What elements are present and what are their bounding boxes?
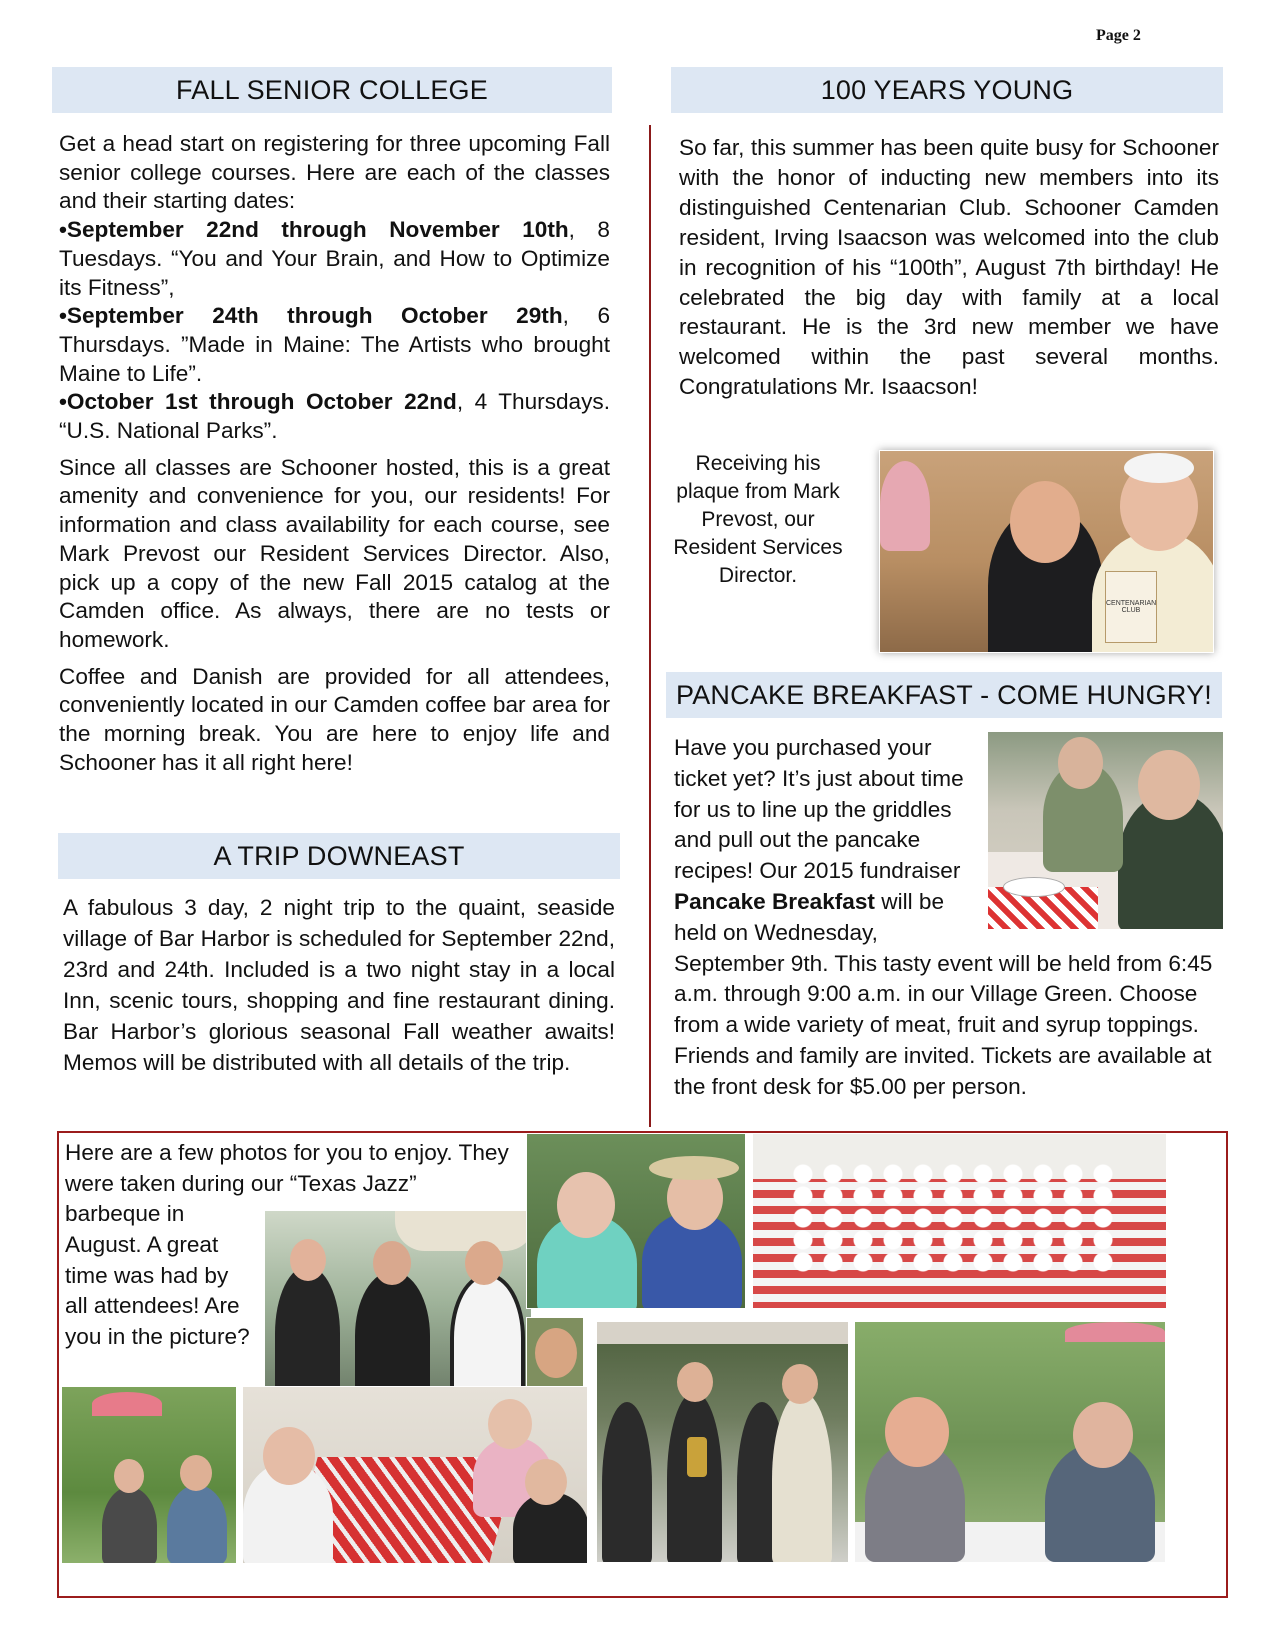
fall-college-info: Since all classes are Schooner hosted, this is a great amenity and convenience for you, our residents! For information and class availability for each course, see Mark Prevost our Resident Services Director. Also, pick up a copy of the new Fall 2015 catalog at the Camden office. As always, there are no tests or homework. xyxy=(59,454,610,652)
dessert-plates xyxy=(793,1164,1123,1274)
gallery-intro-continued: barbeque in August. A great time was had by all attendees! Are you in the picture? xyxy=(65,1201,250,1350)
course-item xyxy=(59,302,610,388)
pancake-heading: PANCAKE BREAKFAST - COME HUNGRY! xyxy=(666,672,1222,718)
picnic-lawn-photo xyxy=(61,1386,237,1564)
centenarian-photo-caption: Receiving his plaque from Mark Prevost, our Resident Services Director. xyxy=(673,452,843,587)
course-item xyxy=(59,216,610,302)
two-ladies-photo xyxy=(526,1133,746,1309)
canopy xyxy=(395,1211,532,1251)
chef-1 xyxy=(275,1266,340,1394)
ladies-table-photo xyxy=(242,1386,588,1564)
lady-black-face xyxy=(525,1459,567,1505)
course-details: , 8 Tuesdays. “You and Your Brain, and How to Optimize its Fitness”, xyxy=(59,217,610,300)
plaque: CENTENARIAN CLUB xyxy=(1105,571,1157,643)
course-item xyxy=(59,388,610,445)
pancake-body xyxy=(674,733,1226,1103)
photo-gallery xyxy=(57,1131,1228,1598)
trip-body: A fabulous 3 day, 2 night trip to the quaint, seaside village of Bar Harbor is scheduled for September 22nd, 23rd and 24th. Included is a two night stay in a local Inn, scenic tours, shopping and fine restaurant dining. Bar Harbor’s glorious seasonal Fall weather awaits! Memos will be distributed with all details of the trip. xyxy=(63,895,615,1075)
course-details: , 6 Thursdays. ”Made in Maine: The Artists who brought Maine to Life”. xyxy=(59,303,611,386)
man-2-face xyxy=(1073,1402,1133,1468)
centenarian-photo xyxy=(879,450,1214,653)
fall-college-intro: Get a head start on registering for three upcoming Fall senior college courses. Here are each of the classes and their starting dates: xyxy=(59,131,610,214)
column-divider xyxy=(649,125,651,1127)
dessert-table-photo xyxy=(752,1133,1167,1309)
course-dates: •September 24th through October 29th xyxy=(59,303,563,329)
diner-1-face xyxy=(114,1459,144,1493)
small-portrait-photo xyxy=(526,1317,584,1387)
white-hair xyxy=(1124,453,1194,483)
chef-1-face xyxy=(290,1239,326,1281)
pancake-text: Have you purchased your ticket yet? It’s just about time for us to line up the griddles and pull out the pancake recipes! Our 2015 fundraiser xyxy=(674,735,964,884)
saxophone xyxy=(687,1437,707,1477)
page-number: Page 2 xyxy=(1096,27,1141,44)
man-1-face xyxy=(885,1397,949,1467)
trip-heading: A TRIP DOWNEAST xyxy=(58,833,620,879)
fall-college-coffee: Coffee and Danish are provided for all attendees, conveniently located in our Camden coffee bar area for the morning break. You are here to enjoy life and Schooner has it all right here! xyxy=(59,663,610,775)
pancake-event-name: Pancake Breakfast xyxy=(674,888,875,914)
pink-umbrella xyxy=(92,1392,162,1416)
musician-4 xyxy=(772,1392,832,1563)
course-details: , 4 Thursdays. “U.S. National Parks”. xyxy=(59,389,610,444)
chefs-photo xyxy=(264,1210,532,1394)
fall-college-body xyxy=(59,130,610,777)
lady-1-face xyxy=(557,1172,615,1238)
diner-2 xyxy=(167,1485,227,1564)
chef-3-face xyxy=(465,1241,503,1285)
gallery-intro: Here are a few photos for you to enjoy. They were taken during our “Texas Jazz” xyxy=(65,1140,509,1196)
man-face xyxy=(1010,481,1080,563)
diner-1 xyxy=(102,1487,157,1564)
centenarian-body: So far, this summer has been quite busy for Schooner with the honor of inducting new members into its distinguished Centenarian Club. Schooner Camden resident, Irving Isaacson was welcomed into the club in recognition of his “100th”, August 7th birthday! He celebrated the big day with family at a local restaurant. He is the 3rd new member we have welcomed within the past several months. Congratulations Mr. Isaacson! xyxy=(679,135,1219,400)
chef-3-cow-apron xyxy=(450,1273,525,1394)
woman-background xyxy=(880,461,930,551)
diner-2-face xyxy=(180,1455,212,1491)
portrait-face xyxy=(535,1328,577,1378)
text-wrap-spacer xyxy=(978,733,1226,933)
lady-pink-face xyxy=(488,1399,532,1449)
musician-2 xyxy=(667,1392,722,1563)
pancake-text-continued: will be held on Wednesday, September 9th. This tasty event will be held from 6:45 a.m. through 9:00 a.m. in our Village Green. Choose from a wide variety of meat, fruit and syrup toppings. Friends and family are invited. Tickets are available at the front desk for $5.00 per person. xyxy=(674,888,1213,1099)
jazz-band-photo xyxy=(596,1321,849,1563)
fall-college-heading: FALL SENIOR COLLEGE xyxy=(52,67,612,113)
musician-2-face xyxy=(677,1362,713,1402)
pink-umbrella xyxy=(1065,1322,1165,1342)
chef-2 xyxy=(355,1271,430,1394)
course-dates: •September 22nd through November 10th xyxy=(59,217,569,243)
lady-front-face xyxy=(263,1427,315,1485)
chef-2-face xyxy=(373,1241,411,1285)
course-dates: •October 1st through October 22nd xyxy=(59,389,457,415)
musician-4-face xyxy=(782,1364,818,1404)
sun-hat xyxy=(649,1156,739,1180)
musician-1 xyxy=(602,1402,652,1563)
centenarian-heading: 100 YEARS YOUNG xyxy=(671,67,1223,113)
tent-top xyxy=(597,1322,849,1344)
two-men-photo xyxy=(854,1321,1166,1563)
